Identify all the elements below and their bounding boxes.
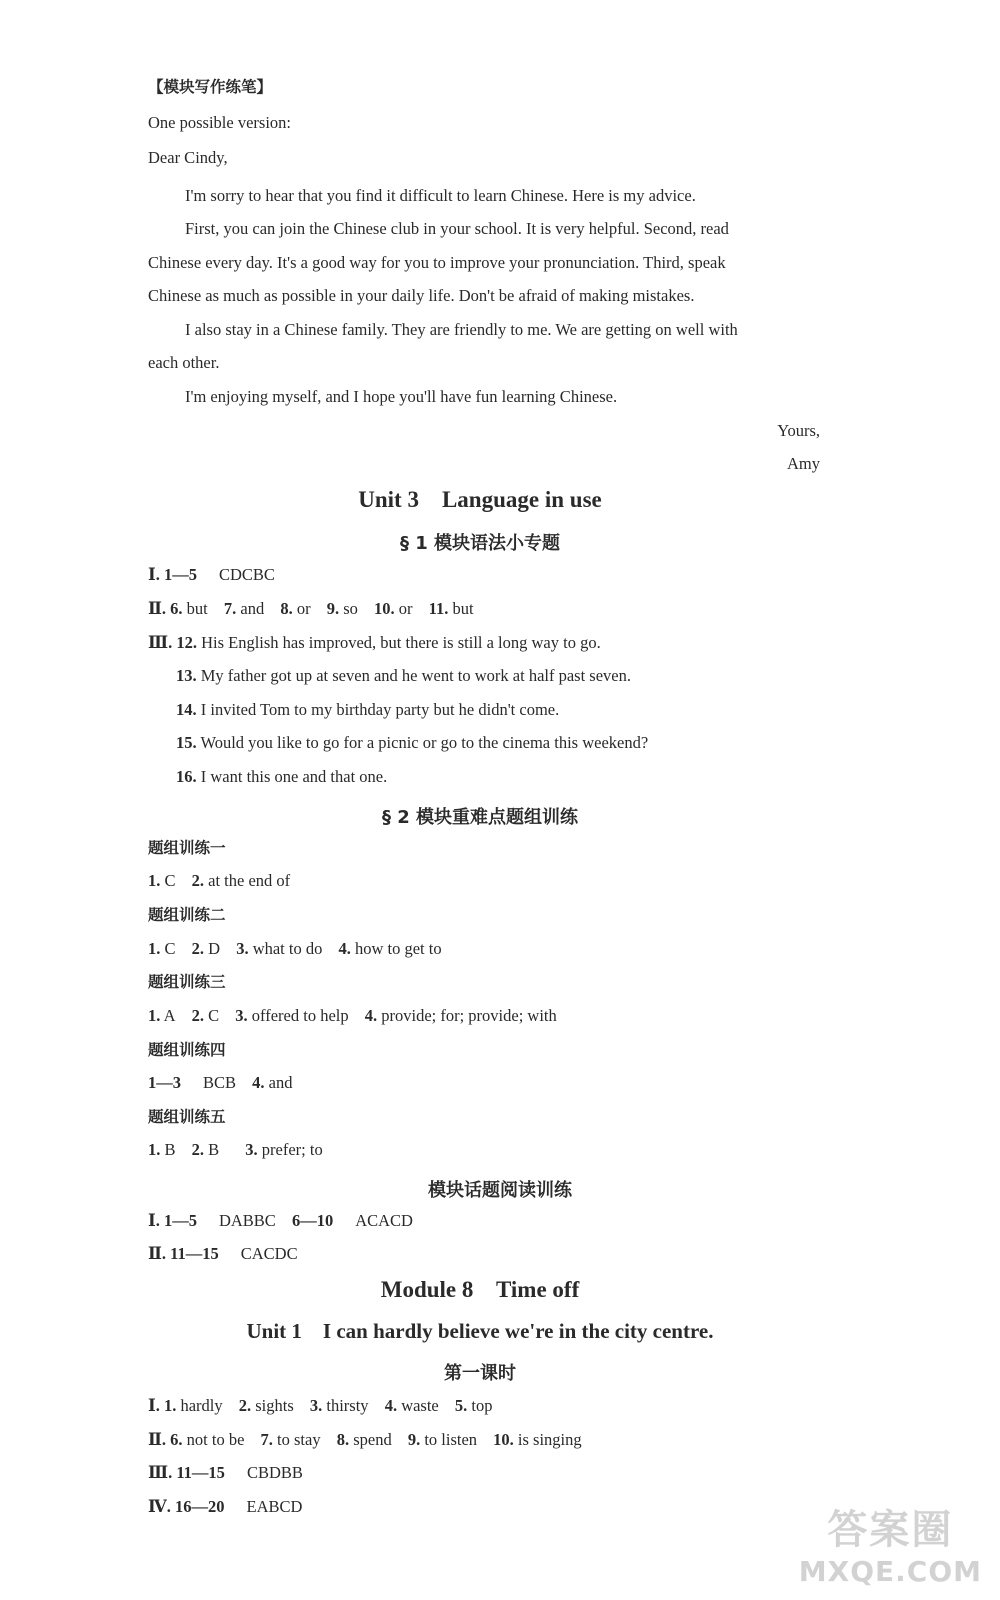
group-1-answers: 1. C 2. at the end of (148, 871, 291, 890)
reading-section-title: 模块话题阅读训练 (428, 1180, 572, 1201)
answer-row-16: 16. I want this one and that one. (176, 767, 388, 786)
answer-row-14: 14. I invited Tom to my birthday party but he didn't come. (176, 700, 560, 719)
lesson-row-II: Ⅱ. 6. not to be 7. to stay 8. spend 9. to listen 10. is singing (148, 1430, 582, 1449)
watermark-url: MXQE.COM (798, 1555, 982, 1588)
lesson-row-IV: Ⅳ. 16—20 EABCD (148, 1497, 303, 1516)
letter-signature: Amy (787, 454, 820, 473)
letter-paragraph-3-line-1: I also stay in a Chinese family. They are friendly to me. We are getting on well with (185, 320, 738, 339)
answer-row-II: Ⅱ. 6. but 7. and 8. or 9. so 10. or 11. but (148, 599, 474, 618)
unit3-title: Unit 3 Language in use (358, 487, 602, 512)
group-2-label: 题组训练二 (148, 906, 226, 924)
module8-title: Module 8 Time off (380, 1277, 580, 1302)
reading-row-I: Ⅰ. 1—5 DABBC 6—10 ACACD (148, 1211, 413, 1230)
letter-paragraph-1: I'm sorry to hear that you find it difficult to learn Chinese. Here is my advice. (185, 186, 696, 205)
group-3-answers: 1. A 2. C 3. offered to help 4. provide; for; provide; with (148, 1006, 557, 1025)
letter-closing: Yours, (777, 421, 820, 440)
answer-row-15: 15. Would you like to go for a picnic or go to the cinema this weekend? (176, 733, 649, 752)
answer-row-I: Ⅰ. 1—5 CDCBC (148, 565, 275, 584)
letter-paragraph-4: I'm enjoying myself, and I hope you'll have fun learning Chinese. (185, 387, 618, 406)
letter-paragraph-2-line-3: Chinese as much as possible in your daily life. Don't be afraid of making mistakes. (148, 286, 695, 305)
lesson-row-I: Ⅰ. 1. hardly 2. sights 3. thirsty 4. waste 5. top (148, 1396, 493, 1415)
letter-paragraph-2-line-2: Chinese every day. It's a good way for you to improve your pronunciation. Third, speak (148, 253, 726, 272)
lesson-1-title: 第一课时 (444, 1363, 516, 1384)
group-3-label: 题组训练三 (148, 973, 226, 991)
group-5-answers: 1. B 2. B 3. prefer; to (148, 1140, 323, 1159)
grammar-section-title: § 1 模块语法小专题 (399, 533, 561, 554)
group-4-answers: 1—3 BCB 4. and (148, 1073, 293, 1092)
writing-section-label: 【模块写作练笔】 (148, 78, 273, 96)
group-2-answers: 1. C 2. D 3. what to do 4. how to get to (148, 939, 442, 958)
key-points-section-title: § 2 模块重难点题组训练 (381, 807, 579, 828)
group-1-label: 题组训练一 (148, 839, 226, 857)
answer-row-13: 13. My father got up at seven and he went to work at half past seven. (176, 666, 631, 685)
lesson-row-III: Ⅲ. 11—15 CBDBB (148, 1463, 303, 1482)
group-4-label: 题组训练四 (148, 1041, 226, 1059)
module8-unit1-title: Unit 1 I can hardly believe we're in the city centre. (246, 1319, 714, 1343)
letter-greeting: Dear Cindy, (148, 148, 228, 167)
reading-row-II: Ⅱ. 11—15 CACDC (148, 1244, 298, 1263)
letter-paragraph-2-line-1: First, you can join the Chinese club in your school. It is very helpful. Second, read (185, 219, 729, 238)
writing-intro: One possible version: (148, 113, 291, 132)
group-5-label: 题组训练五 (148, 1108, 226, 1126)
watermark-logo-text: 答案圈 (827, 1507, 954, 1553)
site-watermark (799, 1498, 982, 1588)
answer-row-III-12: Ⅲ. 12. His English has improved, but there is still a long way to go. (148, 633, 601, 652)
letter-paragraph-3-line-2: each other. (148, 353, 220, 372)
